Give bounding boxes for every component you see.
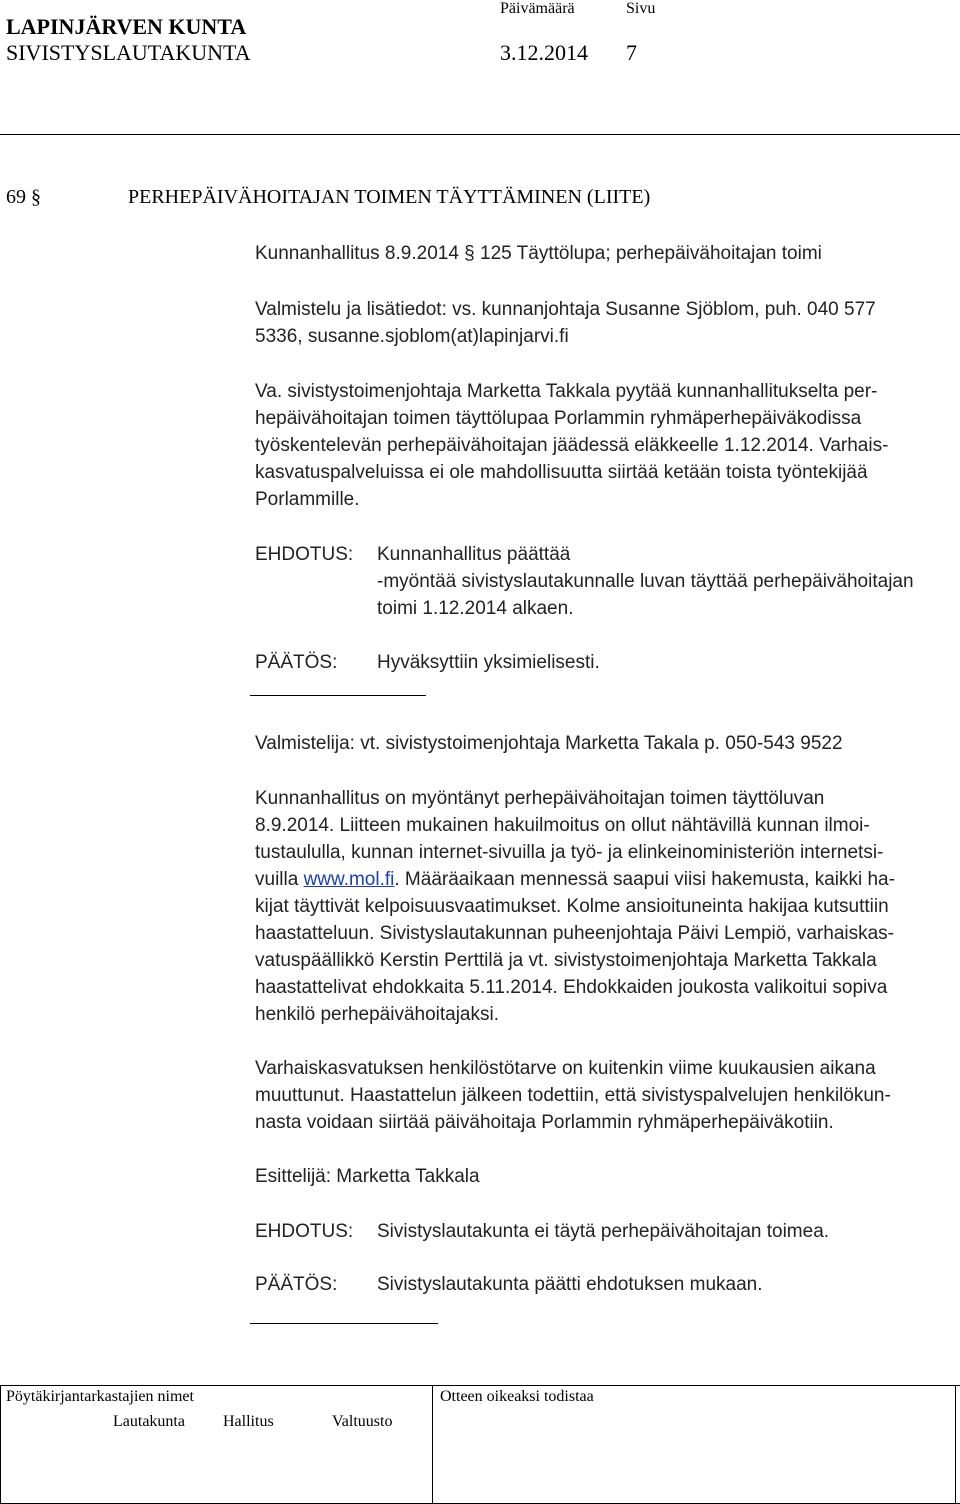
footer-col-valtuusto: Valtuusto: [332, 1413, 393, 1430]
proposal-text: Kunnanhallitus päättää: [377, 544, 571, 565]
presenter-line: Esittelijä: Marketta Takkala: [255, 1166, 480, 1187]
para2-line: haastatteluun. Sivistyslautakunnan puheenjohtaja Päivi Lempiö, varhaiskas-: [255, 923, 895, 944]
preparation-line-1: Valmistelu ja lisätiedot: vs. kunnanjohtaja Susanne Sjöblom, puh. 040 577: [255, 299, 876, 320]
preparer-line: Valmistelija: vt. sivistystoimenjohtaja Marketta Takala p. 050-543 9522: [255, 733, 843, 754]
proposal-label: EHDOTUS:: [255, 544, 354, 565]
reference-line: Kunnanhallitus 8.9.2014 § 125 Täyttölupa; perhepäivähoitajan toimi: [255, 243, 822, 264]
footer-left-border: [0, 1385, 1, 1504]
para3-line: Varhaiskasvatuksen henkilöstötarve on kuitenkin viime kuukausien aikana: [255, 1058, 876, 1079]
para2-line: vatuspäällikkö Kerstin Perttilä ja vt. sivistystoimenjohtaja Marketta Takkala: [255, 950, 877, 971]
para2-line: vuilla www.mol.fi. Määräaikaan mennessä saapui viisi hakemusta, kaikki ha-: [255, 869, 895, 890]
para1-line: kasvatuspalveluissa ei ole mahdollisuutta siirtää ketään toista työntekijää: [255, 462, 868, 483]
section-symbol: §: [31, 186, 41, 208]
decision-label: PÄÄTÖS:: [255, 1274, 338, 1295]
footer-middle-border: [432, 1385, 433, 1504]
para2-line: 8.9.2014. Liitteen mukainen hakuilmoitus on ollut nähtävillä kunnan ilmoi-: [255, 815, 870, 836]
para1-line: Va. sivistystoimenjohtaja Marketta Takkala pyytää kunnanhallitukselta per-: [255, 381, 878, 402]
decision-underline: [250, 695, 426, 696]
decision-underline: [250, 1323, 438, 1324]
page-number: 7: [626, 40, 637, 65]
para2-line: Kunnanhallitus on myöntänyt perhepäivähoitajan toimen täyttöluvan: [255, 788, 825, 809]
footer-col-hallitus: Hallitus: [223, 1413, 274, 1430]
footer-top-border: [0, 1385, 960, 1386]
board-name: SIVISTYSLAUTAKUNTA: [6, 40, 251, 65]
page-label: Sivu: [626, 0, 656, 17]
decision-label: PÄÄTÖS:: [255, 652, 338, 673]
examiners-label: Pöytäkirjantarkastajien nimet: [6, 1388, 194, 1405]
preparation-line-2: 5336, susanne.sjoblom(at)lapinjarvi.fi: [255, 326, 569, 347]
certified-label: Otteen oikeaksi todistaa: [440, 1388, 594, 1405]
para1-line: hepäivähoitajan toimen täyttölupaa Porlammin ryhmäperhepäiväkodissa: [255, 408, 862, 429]
footer-col-lautakunta: Lautakunta: [113, 1413, 185, 1430]
para3-line: muuttunut. Haastattelun jälkeen todettiin, että sivistyspalvelujen henkilökun-: [255, 1085, 891, 1106]
para1-line: Porlammille.: [255, 489, 360, 510]
proposal-text: -myöntää sivistyslautakunnalle luvan täyttää perhepäivähoitajan: [377, 571, 914, 592]
para2-line: tustaululla, kunnan internet-sivuilla ja työ- ja elinkeinoministeriön internetsi-: [255, 842, 884, 863]
proposal-text: Sivistyslautakunta ei täytä perhepäivähoitajan toimea.: [377, 1221, 830, 1242]
decision-text: Sivistyslautakunta päätti ehdotuksen mukaan.: [377, 1274, 763, 1295]
municipality-name: LAPINJÄRVEN KUNTA: [6, 14, 247, 39]
proposal-label: EHDOTUS:: [255, 1221, 354, 1242]
para1-line: työskentelevän perhepäivähoitajan jäädessä eläkkeelle 1.12.2014. Varhais-: [255, 435, 889, 456]
mol-link[interactable]: www.mol.fi: [303, 869, 395, 890]
para2-line: haastattelivat ehdokkaita 5.11.2014. Ehdokkaiden joukosta valikoitui sopiva: [255, 977, 888, 998]
para2-line: henkilö perhepäivähoitajaksi.: [255, 1004, 499, 1025]
proposal-text: toimi 1.12.2014 alkaen.: [377, 598, 574, 619]
decision-text: Hyväksyttiin yksimielisesti.: [377, 652, 600, 673]
date-label: Päivämäärä: [500, 0, 575, 17]
section-number: 69 §: [6, 186, 41, 208]
section-title: PERHEPÄIVÄHOITAJAN TOIMEN TÄYTTÄMINEN (LIITE): [128, 186, 651, 208]
footer-right-border: [955, 1385, 956, 1504]
meeting-date: 3.12.2014: [500, 40, 588, 65]
para3-line: nasta voidaan siirtää päivähoitaja Porlammin ryhmäperhepäiväkotiin.: [255, 1112, 834, 1133]
header-divider: [0, 134, 960, 135]
para2-line: kijat täyttivät kelpoisuusvaatimukset. Kolme ansioituneinta hakijaa kutsuttiin: [255, 896, 889, 917]
